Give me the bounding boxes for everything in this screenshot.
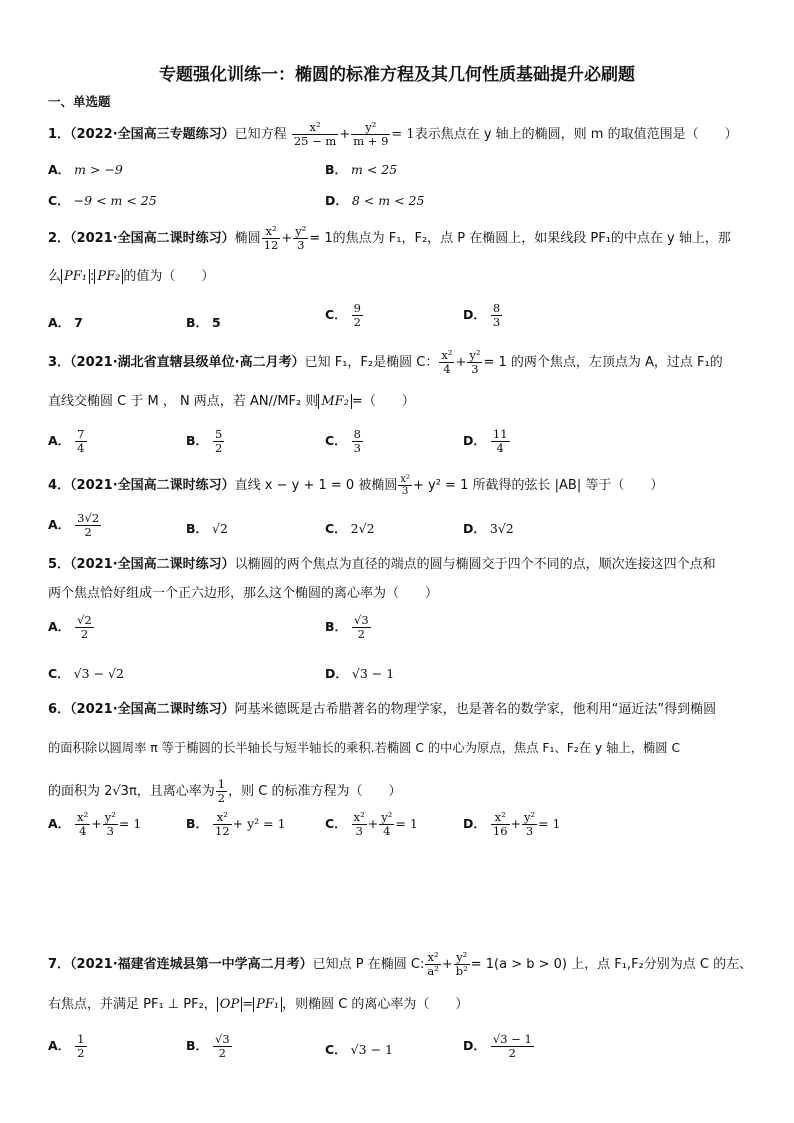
q2-option-c: C． $\frac{9}{2}$ xyxy=(325,301,361,329)
question-3: 3．（2021·湖北省直辖县级单位·高二月考）已知 F₁，F₂是椭圆 C： $\frac{\text{x²}}{4}$ + $\frac{\text{y²}}{3}$ = 1 的两个焦点，左顶点为 A，过点 F₁的 xyxy=(48,348,723,376)
q1-eq: = 1 xyxy=(391,127,415,142)
q4-option-b: B． √2 xyxy=(186,521,228,536)
question-5: 5．（2021·全国高二课时练习）以椭圆的两个焦点为直径的端点的圆与椭圆交于四个不同的点，顺次连接这四个点和 xyxy=(48,557,716,572)
q1-fraction-x: $\frac{\text{x²}}{25 - m}$ xyxy=(293,120,337,148)
q7-option-b: B． $\frac{√3}{2}$ xyxy=(186,1032,230,1060)
q2-option-a: A． 7 xyxy=(48,315,83,330)
q1-option-b: B． m < 25 xyxy=(325,162,398,177)
page-title: 专题强化训练一：椭圆的标准方程及其几何性质基础提升必刷题 xyxy=(159,65,635,85)
question-1: 1．（2022·全国高三专题练习）已知方程 $\frac{\text{x²}}{25 - m}$ + $\frac{\text{y²}}{m + 9}$ = 1表示焦点在 y 轴上的椭圆，则 m 的取值范围是（ ） xyxy=(48,120,738,148)
q3-option-b: B． $\frac{5}{2}$ xyxy=(186,427,223,455)
q3-option-c: C． $\frac{8}{3}$ xyxy=(325,427,361,455)
q5-option-a: A． $\frac{√2}{2}$ xyxy=(48,613,92,641)
question-6: 6．（2021·全国高二课时练习）阿基米德既是古希腊著名的物理学家，也是著名的数学家，他利用“逼近法”得到椭圆 xyxy=(48,702,717,717)
q1-number: 1． xyxy=(48,127,71,142)
q5-option-c: C． √3 − √2 xyxy=(48,666,124,681)
question-4: 4．（2021·全国高二课时练习）直线 x − y + 1 = 0 被椭圆 $\frac{\text{x²}}{3}$ + y² = 1 所截得的弦长 |AB| 等于（ ） xyxy=(48,474,664,497)
q2-option-b: B． 5 xyxy=(186,315,221,330)
section-heading: 一、单选题 xyxy=(48,94,111,109)
question-7: 7．（2021·福建省连城县第一中学高二月考）已知点 P 在椭圆 C: $\frac{\text{x²}}{\text{a²}}$ + $\frac{\text{y²}}{\text{b²}}$ = 1(a > b > 0) 上，点 F₁,F₂分别为点 C 的左、 xyxy=(48,950,753,978)
q6-source: （2021·全国高二课时练习） xyxy=(70,702,235,717)
q5-option-d: D． √3 − 1 xyxy=(325,666,395,681)
question-2: 2．（2021·全国高二课时练习）椭圆 $\frac{\text{x²}}{12}$ + $\frac{\text{y²}}{3}$ = 1的焦点为 F₁，F₂，点 P 在椭圆上，如果线段 PF₁的中点在 y 轴上，那 xyxy=(48,224,731,252)
q6-option-c: C． $\frac{\text{x²}}{3}$ + $\frac{\text{y²}}{4}$ = 1 xyxy=(325,810,418,838)
q6-option-b: B． $\frac{\text{x²}}{12}$ + y² = 1 xyxy=(186,810,286,838)
q3-option-d: D． $\frac{11}{4}$ xyxy=(463,427,508,455)
q1-option-c: C． −9 < m < 25 xyxy=(48,193,157,208)
q6-option-a: A． $\frac{\text{x²}}{4}$ + $\frac{\text{y²}}{3}$ = 1 xyxy=(48,810,142,838)
q7-option-a: A． $\frac{1}{2}$ xyxy=(48,1032,85,1060)
question-3-line-2: 直线交椭圆 C 于 M ， N 两点，若 AN//MF₂ 则 MF₂ =（ ） xyxy=(48,394,415,409)
q6-option-d: D． $\frac{\text{x²}}{16}$ + $\frac{\text{y²}}{3}$ = 1 xyxy=(463,810,561,838)
question-5-line-2: 两个焦点恰好组成一个正六边形，那么这个椭圆的离心率为（ ） xyxy=(48,586,439,601)
q4-option-c: C． 2√2 xyxy=(325,521,375,536)
question-6-line-3: 的面积为 2√3π，且离心率为 $\frac{1}{2}$ ，则 C 的标准方程为（ ） xyxy=(48,777,402,805)
q1-text-pre: 已知方程 xyxy=(234,127,287,142)
q1-text-post: 表示焦点在 y 轴上的椭圆，则 m 的取值范围是（ ） xyxy=(414,127,738,142)
q5-source: （2021·全国高二课时练习） xyxy=(70,557,235,572)
q4-option-d: D． 3√2 xyxy=(463,521,514,536)
q7-option-d: D． $\frac{√3 - 1}{2}$ xyxy=(463,1032,532,1060)
q4-option-a: A． $\frac{3√2}{2}$ xyxy=(48,511,100,539)
q4-source: （2021·全国高二课时练习） xyxy=(70,478,235,493)
question-7-line-2: 右焦点，并满足 PF₁ ⊥ PF₂， OP = PF₁ ，则椭圆 C 的离心率为（ ） xyxy=(48,997,469,1012)
q3-source: （2021·湖北省直辖县级单位·高二月考） xyxy=(70,355,305,370)
q1-fraction-y: $\frac{\text{y²}}{m + 9}$ xyxy=(353,120,389,148)
q1-option-a: A． m > −9 xyxy=(48,162,123,177)
q1-option-d: D． 8 < m < 25 xyxy=(325,193,425,208)
question-2-line-2: 么 PF₁ : PF₂ 的值为（ ） xyxy=(48,269,215,284)
q1-source: （2022·全国高三专题练习） xyxy=(70,127,235,142)
q2-source: （2021·全国高二课时练习） xyxy=(70,231,235,246)
question-6-line-2: 的面积除以圆周率 π 等于椭圆的长半轴长与短半轴长的乘积.若椭圆 C 的中心为原点，焦点 F₁、F₂在 y 轴上，椭圆 C xyxy=(48,741,681,755)
q3-option-a: A． $\frac{7}{4}$ xyxy=(48,427,85,455)
q7-source: （2021·福建省连城县第一中学高二月考） xyxy=(70,957,313,972)
q2-option-d: D． $\frac{8}{3}$ xyxy=(463,301,501,329)
q7-option-c: C． √3 − 1 xyxy=(325,1042,393,1057)
q5-option-b: B． $\frac{√3}{2}$ xyxy=(325,613,369,641)
